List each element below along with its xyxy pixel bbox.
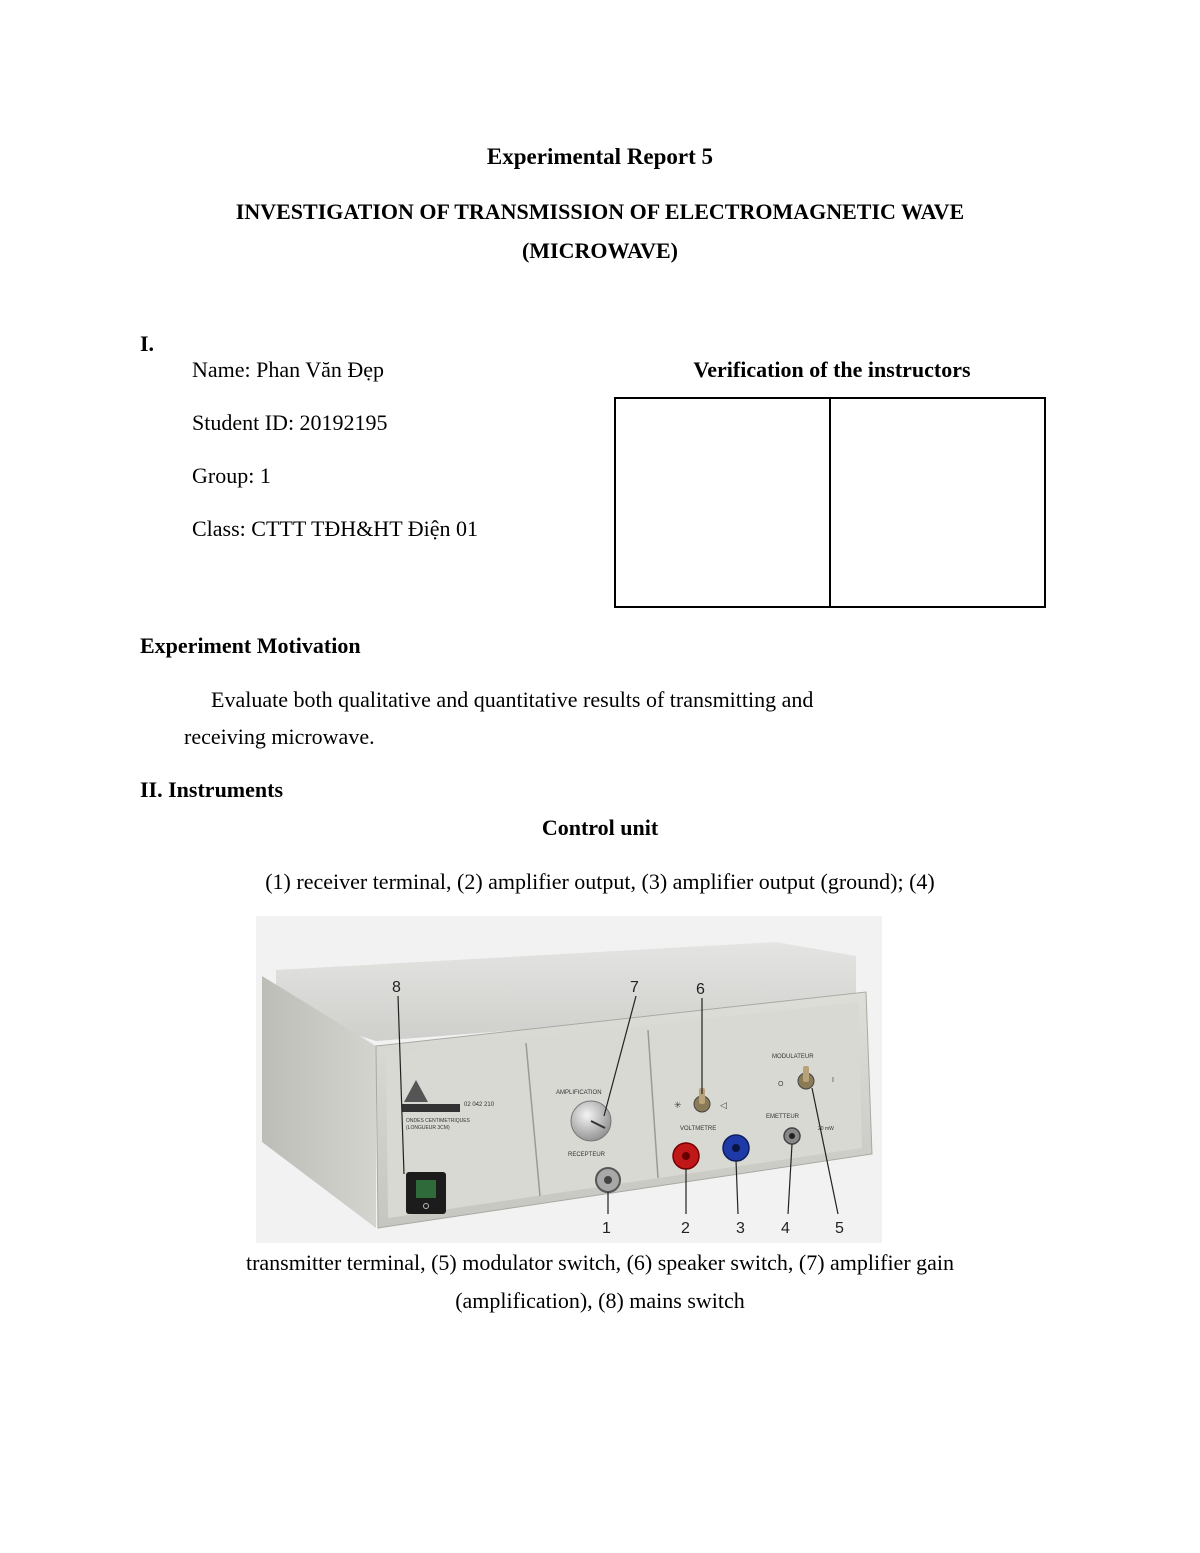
figure-caption-line-3: (amplification), (8) mains switch (455, 1288, 745, 1313)
recepteur-label: RECEPTEUR (568, 1152, 606, 1158)
svg-text:I: I (832, 1077, 834, 1084)
control-unit-heading: Control unit (541, 815, 659, 840)
callout-1: 1 (602, 1220, 611, 1237)
callout-6: 6 (696, 981, 705, 998)
verification-box (614, 397, 1046, 608)
figure-caption-line-2: transmitter terminal, (5) modulator switch, (6) speaker switch, (7) amplifier gain (245, 1250, 955, 1275)
callout-8: 8 (392, 979, 401, 996)
section-1-numeral: I. (140, 331, 155, 356)
motivation-text-line-1: Evaluate both qualitative and quantitative results of transmitting and (211, 687, 814, 712)
report-title: Experimental Report 5 (486, 144, 714, 169)
control-unit-photo (256, 916, 882, 1243)
callout-2: 2 (681, 1220, 690, 1237)
student-id: Student ID: 20192195 (192, 410, 388, 435)
callout-4: 4 (781, 1220, 790, 1237)
svg-text:✳: ✳ (674, 1100, 682, 1110)
student-name: Name: Phan Văn Đẹp (192, 357, 385, 382)
brand-line-2: (LONGUEUR 3CM) (406, 1125, 450, 1131)
callout-3: 3 (736, 1220, 745, 1237)
instruments-heading: II. Instruments (140, 777, 284, 802)
student-class: Class: CTTT TĐH&HT Điện 01 (192, 516, 478, 541)
report-subtitle-line-2: (MICROWAVE) (521, 238, 679, 263)
verification-title: Verification of the instructors (693, 357, 971, 382)
motivation-heading: Experiment Motivation (140, 633, 361, 658)
verification-cell-right (829, 399, 1044, 606)
figure-caption-line-1: (1) receiver terminal, (2) amplifier output, (3) amplifier output (ground); (4) (265, 869, 935, 894)
emetteur-label: EMETTEUR (766, 1114, 799, 1120)
modulateur-label: MODULATEUR (772, 1054, 814, 1060)
report-subtitle-line-1: INVESTIGATION OF TRANSMISSION OF ELECTROMAGNETIC WAVE (235, 199, 965, 224)
callout-5: 5 (835, 1220, 844, 1237)
svg-text:◁: ◁ (720, 1100, 727, 1110)
amplification-label: AMPLIFICATION (556, 1090, 602, 1096)
voltmetre-label: VOLTMETRE (680, 1126, 717, 1132)
brand-line-1: ONDES CENTIMETRIQUES (406, 1118, 470, 1124)
power-label: 20 mW (818, 1126, 834, 1132)
model-number-label: 02 042 210 (464, 1102, 495, 1108)
verification-cell-left (616, 399, 829, 606)
student-group: Group: 1 (192, 463, 271, 488)
motivation-text-line-2: receiving microwave. (184, 724, 375, 749)
callout-7: 7 (630, 979, 639, 996)
svg-text:O: O (778, 1081, 784, 1088)
